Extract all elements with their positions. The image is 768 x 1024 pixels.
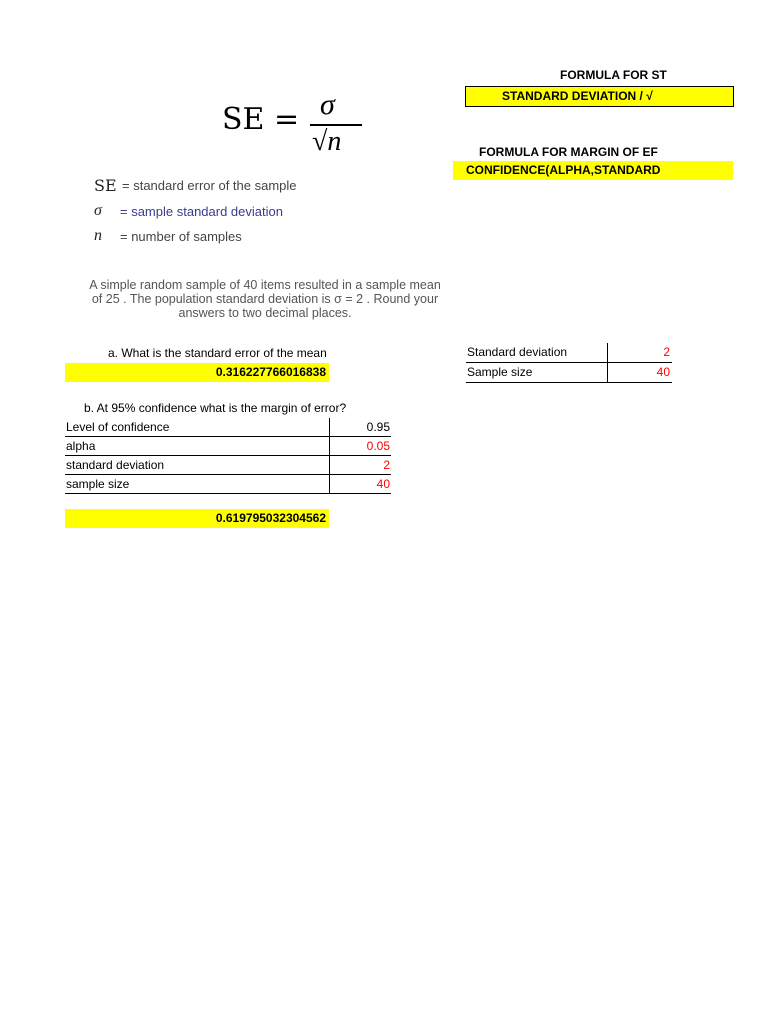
legend-symbol: n	[94, 227, 102, 244]
std-error-formula-title: FORMULA FOR ST	[560, 68, 667, 82]
legend-text: = number of samples	[120, 229, 242, 244]
table-row[interactable]	[65, 456, 391, 475]
row-label: Level of confidence	[66, 420, 170, 434]
std-error-formula-text: STANDARD DEVIATION / √	[502, 89, 653, 103]
table-row[interactable]	[65, 475, 391, 494]
answer-a-cell[interactable]	[65, 363, 329, 382]
standard-error-formula	[222, 88, 362, 168]
legend-text: = standard error of the sample	[122, 178, 297, 193]
formula-numerator: σ	[320, 88, 335, 121]
row-label: sample size	[66, 477, 130, 491]
legend-symbol: σ	[94, 202, 102, 219]
row-value: 0.05	[366, 439, 390, 453]
formula-lhs: SE =	[222, 102, 300, 137]
formula-denominator: √n	[312, 126, 342, 157]
question-b: b. At 95% confidence what is the margin of error?	[84, 401, 347, 415]
answer-a-value: 0.316227766016838	[215, 365, 326, 379]
row-value: 2	[383, 458, 390, 472]
row-label: alpha	[66, 439, 96, 453]
row-label: Standard deviation	[467, 345, 568, 359]
legend-text: = sample standard deviation	[120, 204, 283, 219]
question-a: a. What is the standard error of the mean	[108, 346, 327, 360]
moe-formula-text: CONFIDENCE(ALPHA,STANDARD	[466, 163, 661, 177]
problem-line: A simple random sample of 40 items resulted in a sample mean	[89, 278, 441, 292]
table-row[interactable]	[65, 437, 391, 456]
table-row[interactable]	[466, 343, 672, 363]
moe-table	[65, 418, 391, 494]
row-label: Sample size	[467, 365, 533, 379]
input-table	[466, 343, 672, 383]
table-row[interactable]	[466, 363, 672, 383]
answer-b-value: 0.619795032304562	[215, 511, 326, 525]
moe-formula-title: FORMULA FOR MARGIN OF EF	[479, 145, 658, 159]
row-value: 40	[656, 365, 670, 379]
std-error-formula-cell[interactable]	[465, 86, 734, 107]
moe-formula-cell[interactable]	[453, 161, 733, 180]
problem-line: of 25 . The population standard deviation is σ = 2 . Round your	[91, 292, 439, 306]
row-value: 40	[376, 477, 390, 491]
legend-symbol: SE	[94, 176, 117, 195]
answer-b-cell[interactable]	[65, 509, 329, 528]
problem-statement	[70, 278, 460, 320]
table-row[interactable]	[65, 418, 391, 437]
row-value: 2	[663, 345, 670, 359]
row-label: standard deviation	[66, 458, 165, 472]
row-value: 0.95	[366, 420, 390, 434]
problem-line: answers to two decimal places.	[178, 306, 352, 320]
